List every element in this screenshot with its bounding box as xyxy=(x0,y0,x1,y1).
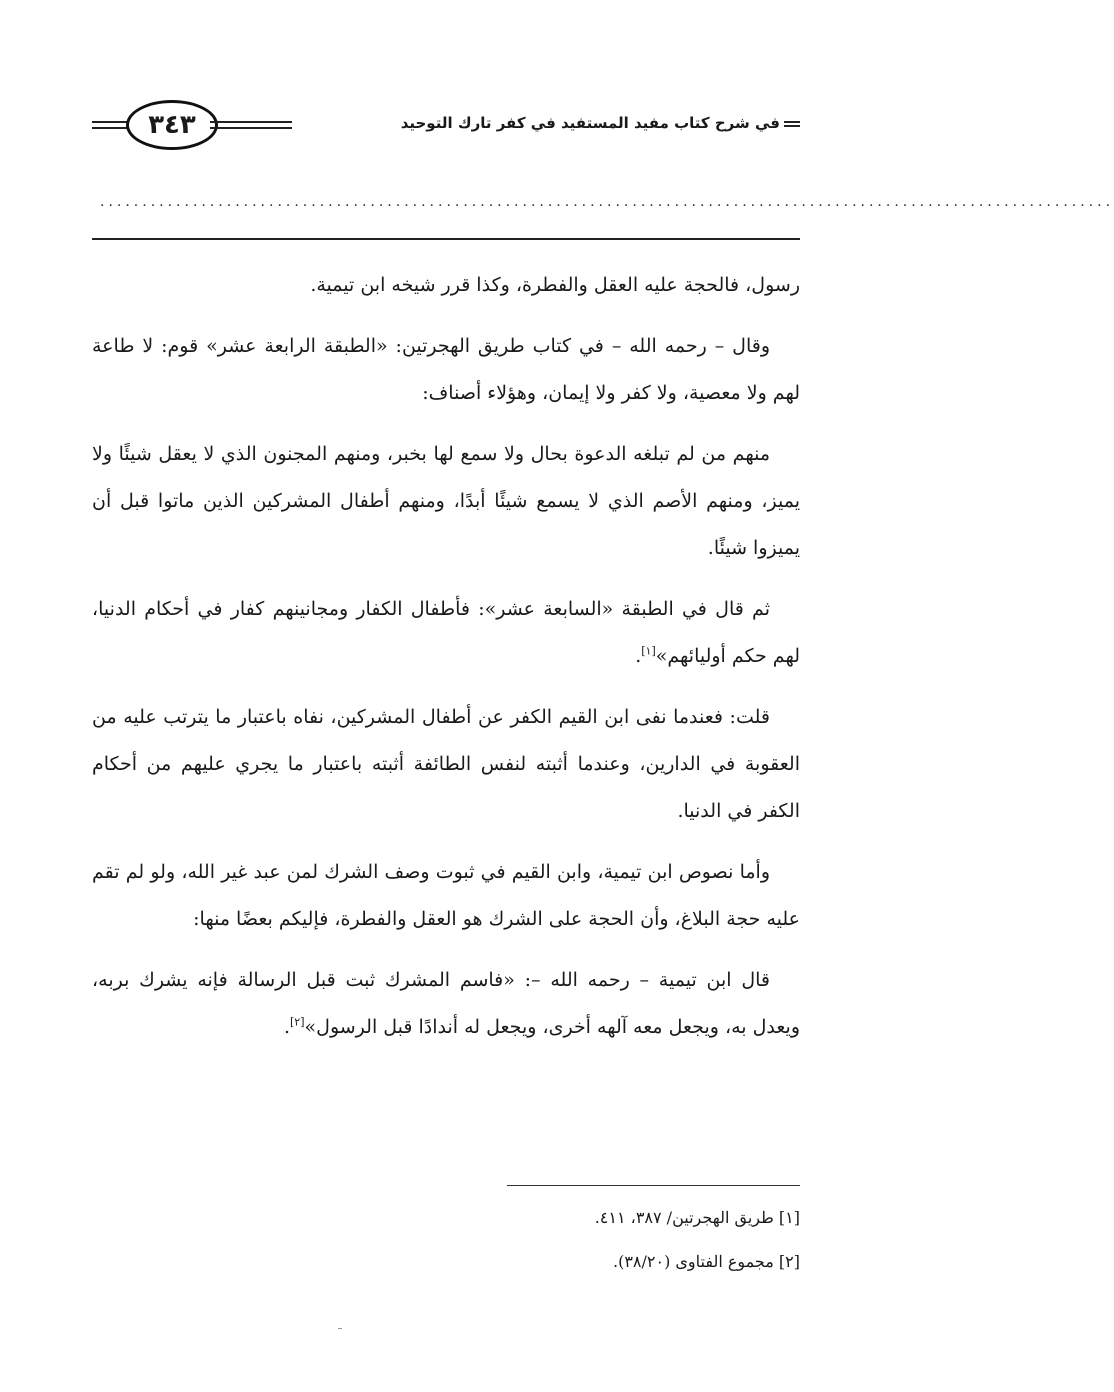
footnote-rule xyxy=(507,1185,800,1186)
dotted-separator: ........................................................................................................................ xyxy=(100,194,1114,210)
page-body xyxy=(92,262,800,1065)
ornament-line xyxy=(92,127,128,129)
page-header xyxy=(92,92,800,162)
ornament-line xyxy=(92,121,128,123)
paragraph-2: وقال – رحمه الله – في كتاب طريق الهجرتين: «الطبقة الرابعة عشر» قوم: لا طاعة لهم ولا معصية، ولا كفر ولا إيمان، وهؤلاء أصناف: xyxy=(92,335,800,404)
paragraph-3: منهم من لم تبلغه الدعوة بحال ولا سمع لها بخبر، ومنهم المجنون الذي لا يعقل شيئًا ولا يميز، ومنهم الأصم الذي لا يسمع شيئًا أبدًا، ومنهم أطفال المشركين الذين ماتوا قبل أن يميزوا شيئًا. xyxy=(92,443,800,559)
paragraph-7-end: . xyxy=(283,1016,290,1038)
paragraph-4-end: . xyxy=(635,645,642,667)
paragraph-7-text: قال ابن تيمية – رحمه الله –: «فاسم المشرك ثبت قبل الرسالة فإنه يشرك بربه، ويعدل به، ويجعل معه آلهه أخرى، ويجعل له أندادًا قبل الرسول» xyxy=(92,969,800,1038)
page-number: ٣٤٣ xyxy=(126,100,218,150)
paragraph-6: وأما نصوص ابن تيمية، وابن القيم في ثبوت وصف الشرك لمن عبد غير الله، ولو لم تقم عليه حجة البلاغ، وأن الحجة على الشرك هو العقل والفطرة، فإليكم بعضًا منها: xyxy=(92,861,800,930)
paragraph-5: قلت: فعندما نفى ابن القيم الكفر عن أطفال المشركين، نفاه باعتبار ما يترتب عليه من العقوبة في الدارين، وعندما أثبته لنفس الطائفة أثبته باعتبار ما يجري عليهم من أحكام الكفر في الدنيا. xyxy=(92,706,800,822)
paragraph-7 xyxy=(92,957,800,1051)
header-rule xyxy=(92,238,800,240)
ornament-line xyxy=(210,127,292,129)
footnotes xyxy=(392,1196,800,1284)
page-number-ornament xyxy=(92,92,292,162)
footnote-ref-1: [١] xyxy=(641,644,656,658)
footnote-1: [١] طريق الهجرتين/ ٣٨٧، ٤١١. xyxy=(594,1208,800,1227)
running-title-text: في شرح كتاب مفيد المستفيد في كفر تارك التوحيد xyxy=(400,114,780,132)
paragraph-4 xyxy=(92,586,800,680)
ornament-line xyxy=(210,121,292,123)
title-dash-ornament xyxy=(784,121,800,127)
footnote-2: [٢] مجموع الفتاوى (٣٨/٢٠). xyxy=(612,1252,800,1271)
scan-mark xyxy=(338,1328,342,1329)
footnote-ref-2: [٢] xyxy=(290,1015,305,1029)
paragraph-4-text: ثم قال في الطبقة «السابعة عشر»: فأطفال الكفار ومجانينهم كفار في أحكام الدنيا، لهم حكم أوليائهم» xyxy=(92,598,800,667)
running-title xyxy=(320,114,800,132)
paragraph-1: رسول، فالحجة عليه العقل والفطرة، وكذا قرر شيخه ابن تيمية. xyxy=(310,274,800,296)
